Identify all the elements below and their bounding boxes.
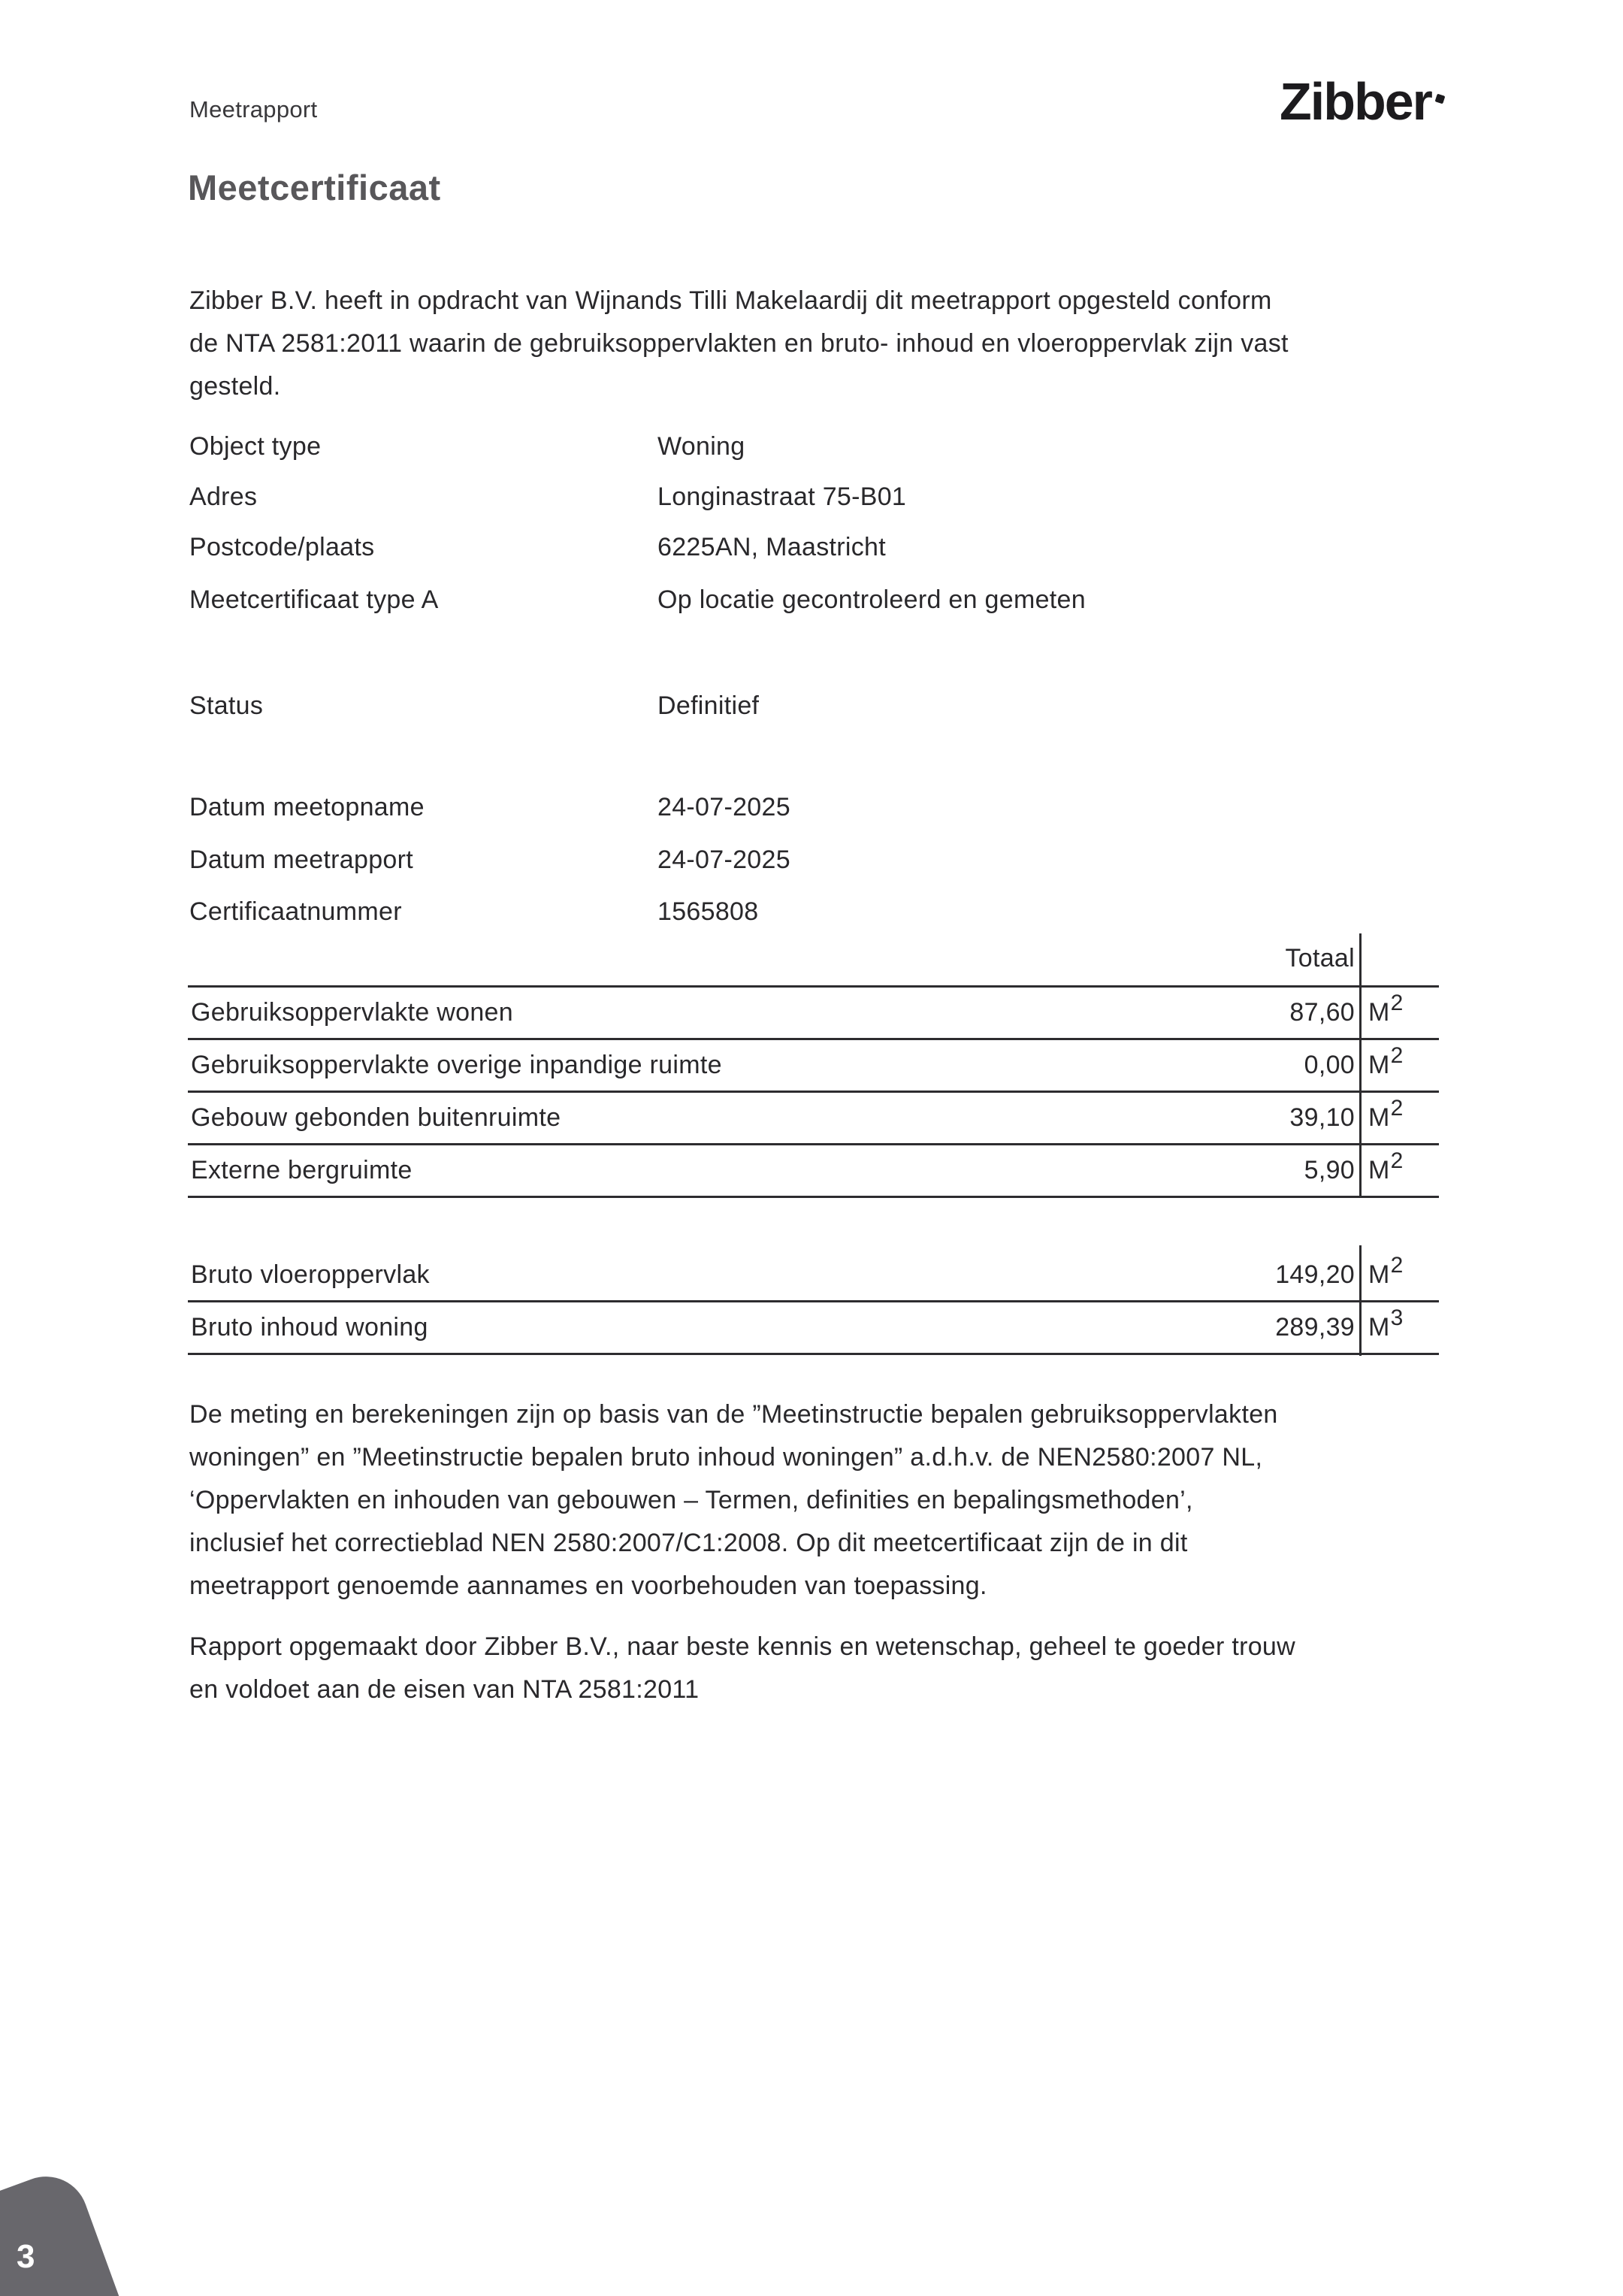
page-title: Meetcertificaat [188, 168, 441, 207]
row-label: Bruto vloeroppervlak [191, 1260, 430, 1289]
meta-value: 1565808 [657, 897, 759, 926]
meta-label: Certificaatnummer [189, 897, 402, 926]
row-value: 39,10 [1289, 1103, 1355, 1132]
legal-line: ‘Oppervlakten en inhouden van gebouwen – Termen, definities en bepalingsmethoden’, [189, 1486, 1193, 1514]
intro-line: de NTA 2581:2011 waarin de gebruiksoppervlakten en bruto- inhoud en vloeroppervlak zijn vast [189, 329, 1289, 358]
detail-row-object-type [189, 431, 1444, 462]
row-unit: M2 [1368, 1253, 1404, 1289]
detail-row-adres [189, 481, 1444, 513]
row-value: 149,20 [1275, 1260, 1355, 1289]
column-header-totaal: Totaal [1285, 944, 1355, 973]
zibber-logo-text: Zibber [1280, 72, 1431, 131]
closing-line: en voldoet aan de eisen van NTA 2581:2011 [189, 1675, 700, 1704]
row-value: 5,90 [1304, 1156, 1355, 1184]
detail-value: Woning [657, 432, 745, 461]
detail-label: Object type [189, 432, 322, 461]
row-value: 0,00 [1304, 1051, 1355, 1079]
detail-value: 6225AN, Maastricht [657, 533, 886, 561]
doc-type-label: Meetrapport [189, 96, 318, 123]
row-unit: M2 [1368, 1043, 1404, 1079]
row-unit: M2 [1368, 991, 1404, 1027]
detail-label: Postcode/plaats [189, 533, 375, 561]
meta-row-datum-meetrapport [189, 844, 1444, 876]
intro-line: gesteld. [189, 372, 281, 401]
detail-label: Adres [189, 482, 258, 511]
meta-row-datum-meetopname [189, 791, 1444, 823]
status-row [189, 690, 1444, 721]
row-value: 289,39 [1275, 1313, 1355, 1342]
meta-row-certificaatnummer [189, 896, 1444, 927]
detail-label: Meetcertificaat type A [189, 585, 439, 614]
registered-mark-icon [1434, 94, 1445, 104]
table-row [188, 1250, 1439, 1302]
table-row [188, 1145, 1439, 1198]
table-row [188, 988, 1439, 1040]
intro-line: Zibber B.V. heeft in opdracht van Wijnands Tilli Makelaardij dit meetrapport opgesteld conform [189, 286, 1272, 315]
row-value: 87,60 [1289, 998, 1355, 1027]
detail-value: Op locatie gecontroleerd en gemeten [657, 585, 1086, 614]
legal-line: woningen” en ”Meetinstructie bepalen bruto inhoud woningen” a.d.h.v. de NEN2580:2007 NL, [189, 1443, 1263, 1472]
page-number-badge [0, 2164, 138, 2296]
row-label: Gebouw gebonden buitenruimte [191, 1103, 561, 1132]
meta-value: 24-07-2025 [657, 845, 790, 874]
intro-paragraph [189, 280, 1444, 408]
row-label: Bruto inhoud woning [191, 1313, 428, 1342]
meta-value: 24-07-2025 [657, 793, 790, 821]
status-value: Definitief [657, 691, 760, 720]
meta-label: Datum meetrapport [189, 845, 414, 874]
legal-line: meetrapport genoemde aannames en voorbehouden van toepassing. [189, 1572, 987, 1600]
closing-line: Rapport opgemaakt door Zibber B.V., naar beste kennis en wetenschap, geheel te goeder trouw [189, 1632, 1295, 1661]
area-table [188, 985, 1439, 1198]
row-label: Gebruiksoppervlakte wonen [191, 998, 513, 1027]
row-label: Gebruiksoppervlakte overige inpandige ruimte [191, 1051, 722, 1079]
totals-table [188, 1250, 1439, 1355]
row-unit: M3 [1368, 1305, 1404, 1342]
closing-paragraph [189, 1626, 1444, 1711]
row-unit: M2 [1368, 1096, 1404, 1132]
detail-row-certificaat-type [189, 584, 1444, 616]
row-label: Externe bergruimte [191, 1156, 413, 1184]
legal-line: inclusief het correctieblad NEN 2580:2007/C1:2008. Op dit meetcertificaat zijn de in dit [189, 1529, 1188, 1557]
status-label: Status [189, 691, 264, 720]
table-row [188, 1093, 1439, 1145]
detail-row-postcode [189, 531, 1444, 563]
legal-paragraph [189, 1393, 1444, 1608]
legal-line: De meting en berekeningen zijn op basis van de ”Meetinstructie bepalen gebruiksoppervlakten [189, 1400, 1278, 1429]
table-row [188, 1040, 1439, 1093]
meta-label: Datum meetopname [189, 793, 425, 821]
zibber-logo [1280, 72, 1444, 131]
detail-value: Longinastraat 75-B01 [657, 482, 907, 511]
page-number: 3 [17, 2238, 35, 2275]
table-row [188, 1302, 1439, 1355]
row-unit: M2 [1368, 1148, 1404, 1184]
